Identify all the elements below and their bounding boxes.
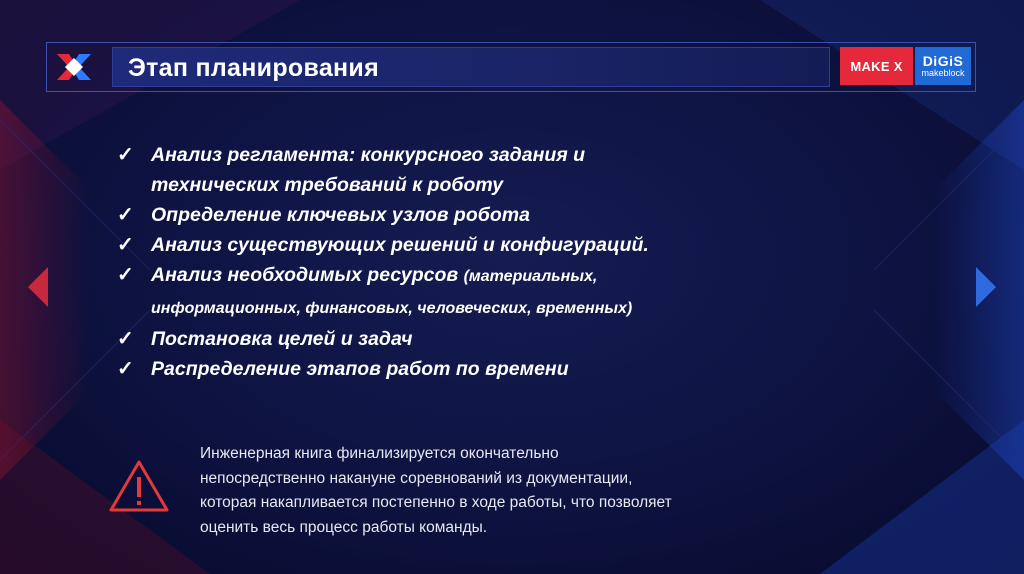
checkmark-icon: ✓	[117, 144, 134, 166]
list-item-text: Анализ необходимых ресурсов	[151, 264, 459, 286]
list-item-text: Определение ключевых узлов робота	[151, 204, 530, 226]
makex-logo-text: MAKE X	[850, 58, 903, 74]
list-item-subtext: (материальных,	[463, 268, 598, 285]
list-item-subtext-continued: информационных, финансовых, человеческих, временных)	[151, 300, 633, 317]
makex-logo	[840, 47, 913, 85]
list-item-text: Распределение этапов работ по времени	[151, 358, 569, 380]
note-text	[200, 442, 760, 540]
note-line: непосредственно накануне соревнований из документации,	[200, 469, 633, 487]
note-line: оценить весь процесс работы команды.	[200, 518, 488, 536]
digis-makeblock-logo	[915, 47, 971, 85]
list-item	[117, 324, 757, 354]
list-item-text: Постановка целей и задач	[151, 328, 413, 350]
list-item-text: Анализ регламента: конкурсного задания и	[151, 144, 586, 166]
note-line: Инженерная книга финализируется окончательно	[200, 445, 559, 462]
digis-logo-text: DiGiS	[922, 53, 964, 69]
checkmark-icon: ✓	[117, 358, 134, 380]
list-item	[117, 260, 757, 324]
list-item-text-continued: технических требований к роботу	[151, 174, 504, 196]
page-title: Этап планирования	[128, 54, 379, 82]
list-item	[117, 230, 757, 260]
checkmark-icon: ✓	[117, 328, 134, 350]
checkmark-icon: ✓	[117, 234, 134, 256]
note-line: которая накапливается постепенно в ходе работы, что позволяет	[200, 494, 672, 511]
checklist	[117, 140, 757, 384]
list-item	[117, 354, 757, 384]
checkmark-icon: ✓	[117, 204, 134, 226]
makeblock-logo-text: makeblock	[921, 68, 965, 78]
list-item	[117, 200, 757, 230]
warning-icon	[108, 459, 170, 513]
list-item-text: Анализ существующих решений и конфигураций.	[151, 234, 649, 256]
list-item	[117, 140, 757, 200]
makex-logo-icon	[49, 45, 99, 89]
checkmark-icon: ✓	[117, 264, 134, 286]
